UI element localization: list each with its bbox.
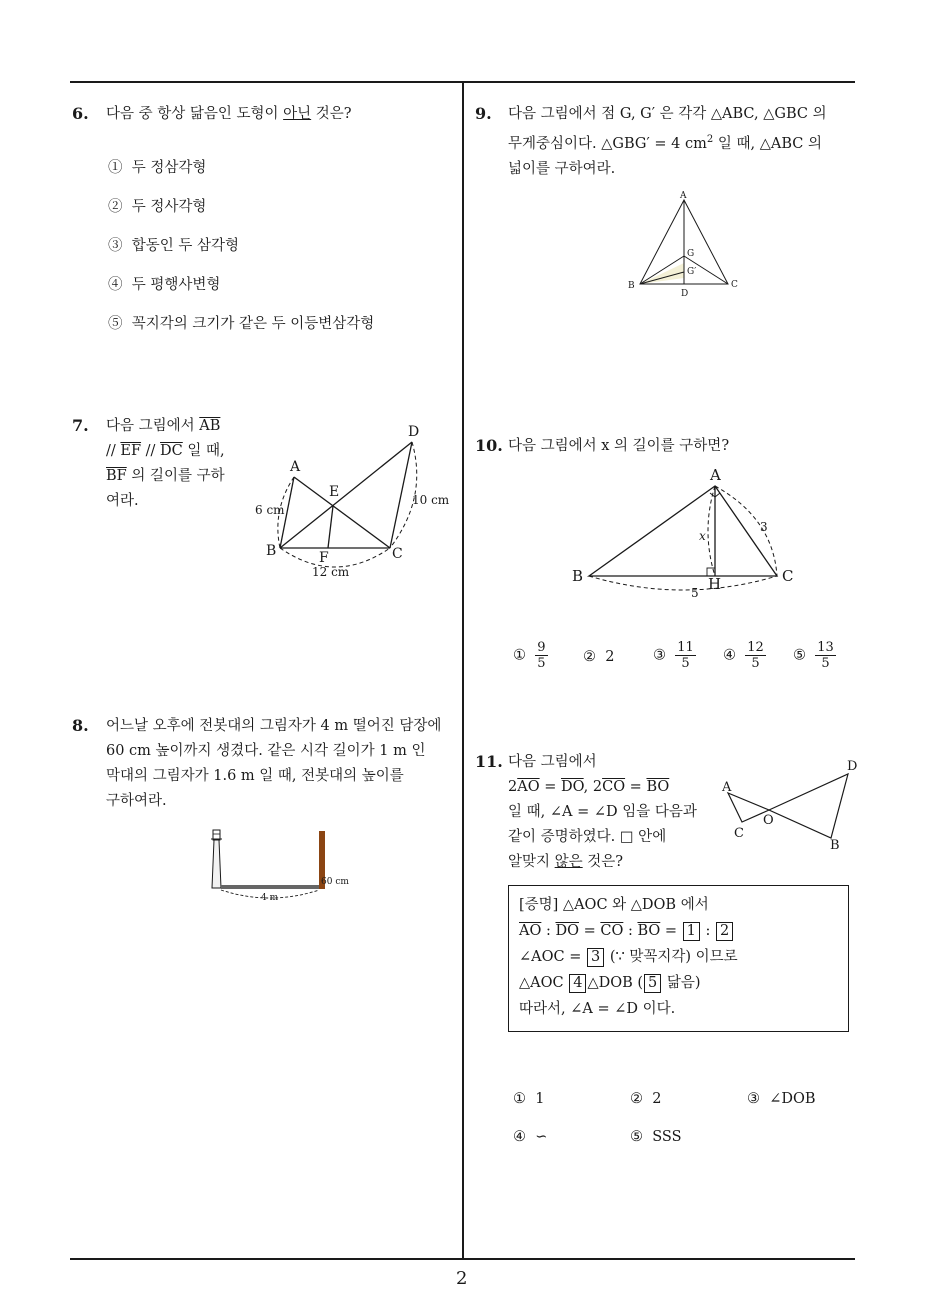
underlined-text: 아닌 <box>283 106 312 122</box>
question-number: 10. <box>475 436 503 455</box>
superscript: 2 <box>706 134 714 145</box>
blank-box-1: 1 <box>683 922 700 941</box>
label-c: C <box>392 546 403 562</box>
segment: $\overline{AO}$ <box>517 779 540 795</box>
text: 2 <box>508 779 518 795</box>
q7-figure <box>250 418 455 588</box>
numerator: 9 <box>537 640 546 655</box>
choice-4[interactable] <box>513 1129 547 1145</box>
line: 넓이를 구하여라. <box>508 160 616 177</box>
question-text <box>106 714 456 814</box>
choice-5[interactable] <box>793 640 836 671</box>
fraction <box>815 640 836 671</box>
blank-box-2: 2 <box>716 922 733 941</box>
denominator: 5 <box>681 656 690 671</box>
choice-1[interactable] <box>108 156 206 177</box>
choice-1[interactable] <box>513 640 548 671</box>
choice-5[interactable] <box>630 1129 682 1145</box>
line <box>508 127 853 157</box>
label-d: D <box>847 759 858 774</box>
q9-figure <box>622 188 747 300</box>
proof-line-3 <box>519 944 838 970</box>
choice-mark: ⑤ <box>793 647 806 664</box>
pole-body <box>212 840 221 888</box>
text: = <box>660 923 682 939</box>
ground-shadow <box>221 885 319 889</box>
label-e: E <box>329 484 340 500</box>
denominator: 5 <box>537 656 546 671</box>
bottom-rule <box>70 1258 855 1260</box>
text: : <box>541 923 556 939</box>
segment: $\overline{DO}$ <box>560 779 584 795</box>
text: // <box>106 443 121 459</box>
dim-arc-bc <box>589 576 777 590</box>
label-b: B <box>628 281 635 291</box>
line <box>106 439 246 464</box>
label-g: G <box>687 249 695 259</box>
choice-text: 꼭지각의 크기가 같은 두 이등변삼각형 <box>131 316 375 332</box>
text: 일 때, △ABC 의 <box>713 135 822 152</box>
choice-2[interactable] <box>108 195 206 216</box>
choice-4[interactable] <box>108 273 220 294</box>
denominator: 5 <box>821 656 830 671</box>
line <box>106 464 246 489</box>
choice-mark: ① <box>108 160 123 176</box>
text: 무게중심이다. △GBG′ = 4 cm <box>508 135 707 152</box>
text: ∠AOC = <box>519 949 586 965</box>
label-o: O <box>763 813 774 828</box>
length-ab: 6 cm <box>255 503 285 517</box>
text: : <box>623 923 638 939</box>
q8-figure <box>205 824 365 906</box>
choice-mark: ② <box>630 1091 643 1107</box>
line: 막대의 그림자가 1.6 m 일 때, 전봇대의 높이를 <box>106 768 404 784</box>
column-divider <box>462 81 464 1259</box>
line: 60 cm 높이까지 생겼다. 같은 시각 길이가 1 m 인 <box>106 743 426 759</box>
pole <box>211 830 222 888</box>
choice-3[interactable] <box>653 640 696 671</box>
choice-text: 두 정삼각형 <box>131 160 207 176</box>
choice-text: SSS <box>652 1129 682 1145</box>
choice-text: ∽ <box>535 1129 548 1145</box>
denominator: 5 <box>751 656 760 671</box>
choice-text: 1 <box>535 1091 545 1107</box>
length-dc: 10 cm <box>412 493 450 507</box>
length-ac: 3 <box>760 520 768 534</box>
choice-mark: ⑤ <box>630 1129 643 1145</box>
choice-4[interactable] <box>723 640 766 671</box>
choice-mark: ④ <box>723 647 736 664</box>
segment: $\overline{CO}$ <box>600 923 624 939</box>
dim-arc-x <box>708 486 715 576</box>
label-a: A <box>290 459 301 475</box>
text: 것은? <box>311 106 352 122</box>
choice-text: 2 <box>605 649 615 665</box>
label-f: F <box>319 550 329 566</box>
choice-mark: ② <box>583 649 596 665</box>
underlined-text: 않은 <box>554 854 583 870</box>
numerator: 13 <box>817 640 834 655</box>
text: 것은? <box>582 854 624 870</box>
segment-bd <box>280 442 412 548</box>
text: 다음 중 항상 닮음인 도형이 <box>106 106 284 122</box>
text: : <box>700 923 715 939</box>
blank-box-3: 3 <box>587 948 604 967</box>
question-text <box>106 102 352 127</box>
segment: $\overline{DO}$ <box>555 923 579 939</box>
choice-mark: ② <box>108 199 123 215</box>
line: 다음 그림에서 <box>508 754 597 770</box>
segment: $\overline{CO}$ <box>602 779 626 795</box>
label-b: B <box>830 838 840 853</box>
numerator: 12 <box>747 640 764 655</box>
choice-3[interactable] <box>108 234 239 255</box>
choice-3[interactable] <box>747 1091 816 1107</box>
choice-2[interactable] <box>583 649 614 665</box>
triangle-dob <box>769 774 848 838</box>
choice-text: 두 정사각형 <box>131 199 207 215</box>
choice-text: ∠DOB <box>769 1091 816 1107</box>
question-text <box>508 102 853 182</box>
choice-mark: ⑤ <box>108 316 123 332</box>
proof-line-5: 따라서, ∠A = ∠D 이다. <box>519 1001 676 1017</box>
label-a: A <box>722 780 732 795</box>
text: 다음 그림에서 <box>106 418 200 434</box>
line <box>106 414 246 439</box>
choice-text: 2 <box>652 1091 662 1107</box>
segment-ef <box>328 506 333 548</box>
length-bc: 5 <box>691 586 699 600</box>
segment: $\overline{EF}$ <box>120 443 142 459</box>
question-number: 7. <box>72 416 89 435</box>
text: , 2 <box>583 779 603 795</box>
segment-ac <box>294 477 390 548</box>
choice-mark: ① <box>513 647 526 664</box>
label-c: C <box>782 567 794 585</box>
question-number: 8. <box>72 716 89 735</box>
label-d: D <box>408 424 420 440</box>
segment: $\overline{BO}$ <box>646 779 670 795</box>
choice-mark: ① <box>513 1091 526 1107</box>
label-c: C <box>731 280 738 290</box>
choice-text: 두 평행사변형 <box>131 277 221 293</box>
line: 여라. <box>106 493 139 509</box>
choice-mark: ③ <box>108 238 123 254</box>
length-wall: 60 cm <box>321 877 349 887</box>
fraction <box>675 640 696 671</box>
text: 일 때, <box>182 443 225 459</box>
segment: $\overline{AB}$ <box>199 418 221 434</box>
page-number: 2 <box>456 1268 468 1289</box>
choice-mark: ③ <box>653 647 666 664</box>
question-text: 다음 그림에서 x 의 길이를 구하면? <box>508 438 730 454</box>
numerator: 11 <box>677 640 694 655</box>
q10-figure <box>565 462 805 604</box>
line: 다음 그림에서 점 G, G′ 은 각각 △ABC, △GBC 의 <box>508 106 827 122</box>
blank-box-4: 4 <box>569 974 586 993</box>
text: = <box>539 779 561 795</box>
line: 같이 증명하였다. □ 안에 <box>508 829 667 845</box>
line: 구하여라. <box>106 793 167 809</box>
label-a: A <box>710 466 721 484</box>
text: // <box>141 443 161 459</box>
proof-line-1: [증명] △AOC 와 △DOB 에서 <box>519 897 709 913</box>
text: 닮음) <box>662 975 701 991</box>
label-c: C <box>734 826 744 841</box>
choice-mark: ③ <box>747 1091 760 1107</box>
text: 알맞지 <box>508 854 555 870</box>
label-b: B <box>572 567 584 585</box>
triangle-abc <box>589 486 777 576</box>
length-ground: 4 m <box>261 893 279 903</box>
label-b: B <box>266 543 277 559</box>
choice-text: 합동인 두 삼각형 <box>131 238 239 254</box>
choice-mark: ④ <box>108 277 123 293</box>
segment: $\overline{DC}$ <box>160 443 183 459</box>
proof-line-2 <box>519 918 838 944</box>
proof-line-4 <box>519 970 838 996</box>
choice-1[interactable] <box>513 1091 544 1107</box>
question-text <box>508 750 718 875</box>
question-number: 9. <box>475 104 492 123</box>
q11-figure <box>718 755 868 855</box>
segment: $\overline{BO}$ <box>637 923 661 939</box>
line <box>508 850 718 875</box>
label-a: A <box>680 191 687 201</box>
segment: $\overline{AO}$ <box>519 923 542 939</box>
blank-box-5: 5 <box>644 974 661 993</box>
label-g-prime: G′ <box>687 267 697 277</box>
label-h: H <box>708 575 722 593</box>
fraction <box>745 640 766 671</box>
question-number: 11. <box>475 752 503 771</box>
choice-2[interactable] <box>630 1091 661 1107</box>
text: △DOB ( <box>587 975 644 991</box>
label-d: D <box>681 289 689 299</box>
question-text <box>106 414 246 514</box>
line: 어느날 오후에 전봇대의 그림자가 4 m 떨어진 담장에 <box>106 718 442 734</box>
choice-mark: ④ <box>513 1129 526 1145</box>
text: 의 길이를 구하 <box>126 468 225 484</box>
line <box>508 775 718 800</box>
text: = <box>625 779 647 795</box>
text: = <box>578 923 601 939</box>
choice-5[interactable] <box>108 312 374 333</box>
text: △AOC <box>519 975 569 991</box>
length-bc: 12 cm <box>312 565 350 579</box>
line: 일 때, ∠A = ∠D 임을 다음과 <box>508 804 697 820</box>
label-x: x <box>699 529 706 543</box>
proof-box <box>508 885 849 1032</box>
text: (∵ 맞꼭지각) 이므로 <box>605 949 738 965</box>
fraction <box>535 640 547 671</box>
question-number: 6. <box>72 104 89 123</box>
segment: $\overline{BF}$ <box>106 468 127 484</box>
